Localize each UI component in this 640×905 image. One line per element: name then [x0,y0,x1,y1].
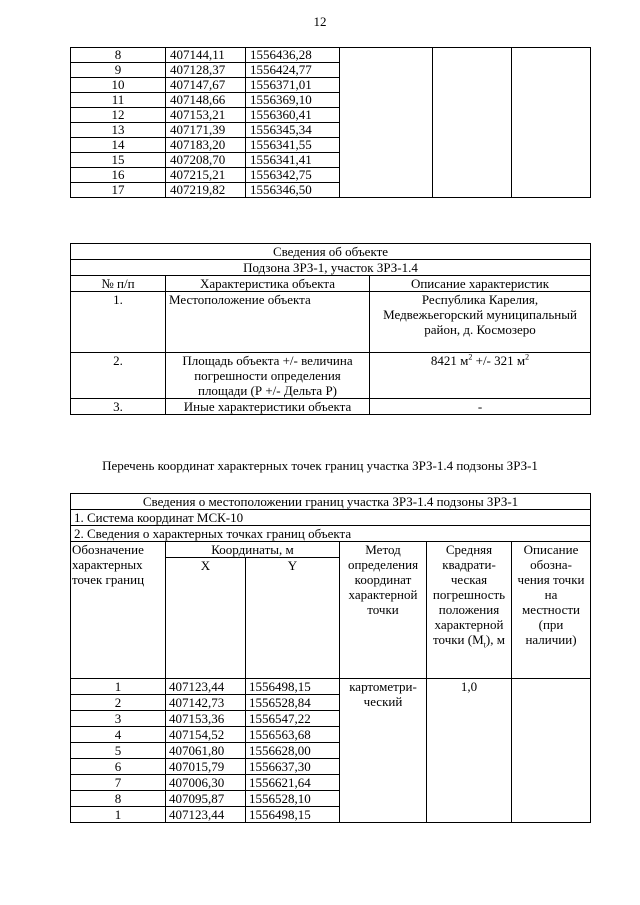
table-row [71,48,591,63]
cell-n: 11 [71,93,166,108]
row-description: - [370,399,591,415]
row-characteristic: Местоположение объекта [166,292,370,353]
cell-y: 1556528,10 [246,791,340,807]
coords-table-title: Сведения о местоположении границ участка ЗРЗ-1.4 подзоны ЗРЗ-1 [71,494,591,510]
cell-x: 407208,70 [166,153,246,168]
header-num: № п/п [71,276,166,292]
cell-x: 407015,79 [166,759,246,775]
cell-n: 14 [71,138,166,153]
cell-y: 1556369,10 [246,93,340,108]
empty-cell [512,48,591,198]
cell-y: 1556528,84 [246,695,340,711]
cell-x: 407148,66 [166,93,246,108]
cell-x: 407147,67 [166,78,246,93]
cell-x: 407215,21 [166,168,246,183]
header-point-description: Описание обозна-чения точки на местности (при наличии) [512,542,591,679]
cell-y: 1556345,34 [246,123,340,138]
cell-n: 17 [71,183,166,198]
cell-y: 1556346,50 [246,183,340,198]
cell-n: 1 [71,679,166,695]
boundary-coordinates-table [70,493,591,823]
row-characteristic: Иные характеристики объекта [166,399,370,415]
header-description: Описание характеристик [370,276,591,292]
cell-y: 1556498,15 [246,807,340,823]
cell-x: 407123,44 [166,807,246,823]
point-description-empty [512,679,591,823]
method-value: картометри-ческий [340,679,427,823]
cell-y: 1556621,64 [246,775,340,791]
cell-n: 1 [71,807,166,823]
cell-n: 13 [71,123,166,138]
row-num: 2. [71,353,166,399]
cell-y: 1556342,75 [246,168,340,183]
cell-x: 407153,21 [166,108,246,123]
cell-n: 8 [71,791,166,807]
cell-x: 407171,39 [166,123,246,138]
row-characteristic: Площадь объекта +/- величина погрешности определения площади (Р +/- Дельта Р) [166,353,370,399]
header-method: Метод определения координат характерной точки [340,542,427,679]
cell-n: 4 [71,727,166,743]
header-coordinates: Координаты, м [166,542,340,558]
cell-x: 407144,11 [166,48,246,63]
row-description: Республика Карелия, Медвежьегорский муниципальный район, д. Космозеро [370,292,591,353]
cell-x: 407128,37 [166,63,246,78]
points-section-title: 2. Сведения о характерных точках границ объекта [71,526,591,542]
cell-y: 1556424,77 [246,63,340,78]
empty-cell [433,48,512,198]
coord-system: 1. Система координат МСК-10 [71,510,591,526]
cell-x: 407183,20 [166,138,246,153]
cell-x: 407123,44 [166,679,246,695]
cell-n: 15 [71,153,166,168]
header-designation: Обозначение характерных точек границ [71,542,166,679]
cell-n: 7 [71,775,166,791]
cell-n: 5 [71,743,166,759]
page-number: 12 [313,14,327,29]
cell-n: 8 [71,48,166,63]
cell-x: 407061,80 [166,743,246,759]
cell-x: 407006,30 [166,775,246,791]
cell-n: 10 [71,78,166,93]
cell-x: 407154,52 [166,727,246,743]
cell-y: 1556547,22 [246,711,340,727]
cell-n: 16 [71,168,166,183]
cell-y: 1556371,01 [246,78,340,93]
cell-y: 1556341,55 [246,138,340,153]
coordinates-heading: Перечень координат характерных точек границ участка ЗРЗ-1.4 подзоны ЗРЗ-1 [102,458,538,473]
header-y: Y [246,558,340,679]
header-characteristic: Характеристика объекта [166,276,370,292]
cell-x: 407153,36 [166,711,246,727]
row-num: 1. [71,292,166,353]
header-error: Средняя квадрати-ческая погрешность положения характерной точки $(М_t)$, м [427,542,512,679]
coordinates-continuation-table [70,47,591,198]
cell-n: 2 [71,695,166,711]
cell-n: 3 [71,711,166,727]
cell-x: 407095,87 [166,791,246,807]
error-value: 1,0 [427,679,512,823]
cell-y: 1556436,28 [246,48,340,63]
row-description-area: 8421 $м^2$ +/- 321 $м^2$ [370,353,591,399]
cell-n: 12 [71,108,166,123]
cell-y: 1556360,41 [246,108,340,123]
empty-cell [340,48,433,198]
table-row [71,679,591,695]
cell-y: 1556563,68 [246,727,340,743]
header-x: X [166,558,246,679]
cell-y: 1556637,30 [246,759,340,775]
cell-n: 6 [71,759,166,775]
object-table-subtitle: Подзона ЗРЗ-1, участок ЗРЗ-1.4 [71,260,591,276]
cell-x: 407219,82 [166,183,246,198]
object-info-table [70,243,591,415]
cell-x: 407142,73 [166,695,246,711]
cell-y: 1556341,41 [246,153,340,168]
cell-n: 9 [71,63,166,78]
cell-y: 1556498,15 [246,679,340,695]
object-table-title: Сведения об объекте [71,244,591,260]
cell-y: 1556628,00 [246,743,340,759]
row-num: 3. [71,399,166,415]
